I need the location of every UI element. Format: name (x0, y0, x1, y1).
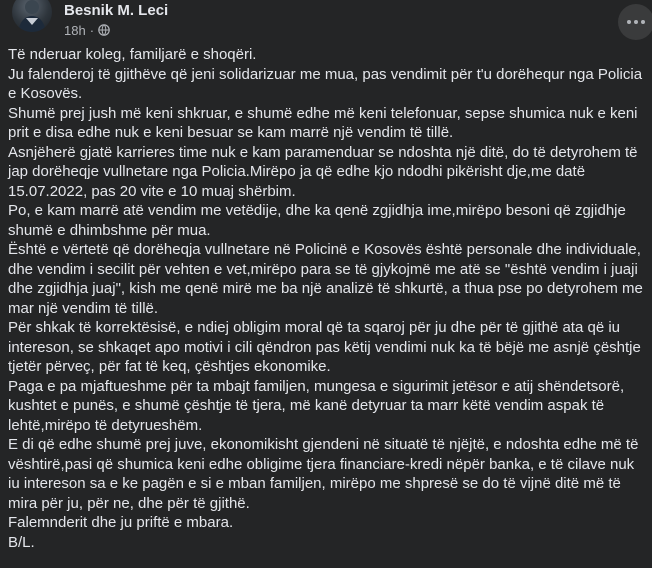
post-options-button[interactable] (618, 4, 652, 40)
post-paragraph: Për shkak të korrektësisë, e ndiej obligim moral që ta sqaroj për ju dhe për të gjithë ata që iu intereson, se shkaqet apo motivi i cili qëndron pas këtij vendimi nuk ka të bëjë me asnjë çështje tjetër përveç, për fat të keq, çështjes ekonomike. (8, 319, 641, 375)
globe-icon[interactable] (98, 24, 110, 36)
more-horizontal-icon (626, 19, 646, 25)
post-paragraph: Paga e pa mjaftueshme për ta mbajt familjen, mungesa e sigurimit jetësor e atij shëndetsorë, kushtet e punës, e shumë çështje të tjera, më kanë detyruar ta marr këtë vendim aspak të lehtë,mirëpo të detyrueshëm. (8, 377, 625, 434)
author-name[interactable]: Besnik M. Leci (64, 2, 169, 19)
post-paragraph: Të nderuar koleg, familjarë e shoqëri. (8, 46, 257, 63)
post-text (8, 45, 644, 552)
author-avatar[interactable] (12, 0, 52, 32)
post-paragraph: E di që edhe shumë prej juve, ekonomikisht gjendeni në situatë të njëjtë, e ndoshta edhe më të vështirë,pasi që shumica keni edhe obligime tjera financiare-kredi nëpër banka, e të cilave nuk iu intereson sa e ke pagën e si e mban familjen, mirëpo me shpresë se do të vijnë ditë më të mira për ju, për ne, dhe për të gjithë. (8, 436, 639, 512)
post-paragraph: B/L. (8, 533, 35, 551)
post-header (0, 0, 652, 40)
post-paragraph: Shumë prej jush më keni shkruar, e shumë edhe më keni telefonuar, sepse shumica nuk e keni prit e disa edhe nuk e keni besuar se kam marrë një vendim të tillë. (8, 104, 638, 141)
avatar-person-icon (12, 0, 52, 32)
meta-separator: · (89, 22, 95, 38)
post-paragraph: Është e vërtetë që dorëheqja vullnetare në Policinë e Kosovës është personale dhe individuale, dhe vendim i secilit për vehten e vet,mirëpo para se të gjykojmë me atë se "është vendim i juaji dhe zgjidhja juaj", kish me qenë mirë me ba një analizë të shkurtë, a thua pse po detyrohem me mar një vendim të tillë. (8, 241, 643, 317)
post-timestamp[interactable]: 18h (64, 22, 86, 38)
post-meta (64, 22, 110, 38)
post-paragraph: Po, e kam marrë atë vendim me vetëdije, dhe ka qenë zgjidhja ime,mirëpo besoni që zgjidhje shumë e dhimbshme për mua. (8, 202, 626, 239)
post-paragraph: Ju falenderoj të gjithëve që jeni solidarizuar me mua, pas vendimit për t'u dorëhequr nga Policia e Kosovës. (8, 65, 643, 102)
post-paragraph: Falemnderit dhe ju priftë e mbara. (8, 514, 234, 531)
post-paragraph: Asnjëherë gjatë karrieres time nuk e kam paramenduar se ndoshta një ditë, do të detyrohem të jap dorëheqje vullnetare nga Policia.Mirëpo ja që edhe kjo ndodhi pikërisht dje,me datë 15.07.2022, pas 20 vite e 10 muaj shërbim. (8, 143, 638, 200)
